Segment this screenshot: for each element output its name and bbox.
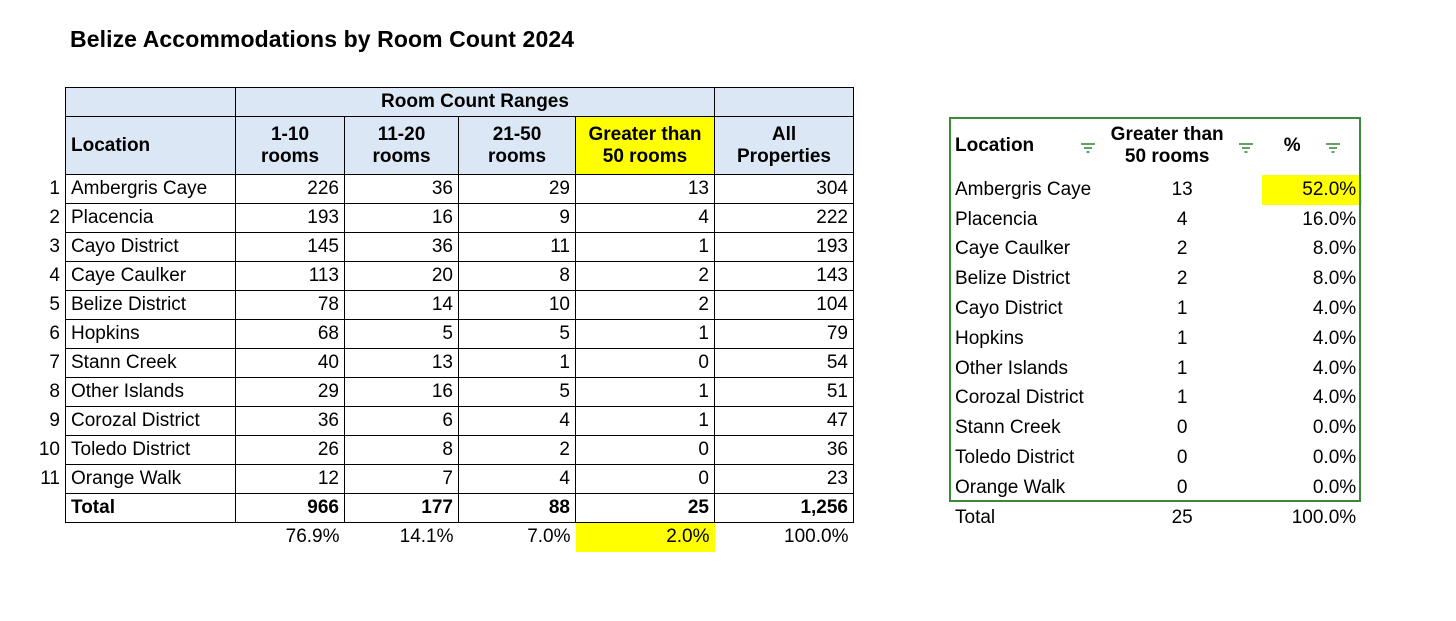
table-row (949, 235, 1362, 265)
table-row (949, 443, 1362, 473)
location (49, 320, 236, 349)
table-row (949, 175, 1362, 205)
table-row (949, 413, 1362, 443)
filter-total-label: Total (955, 506, 996, 528)
table-row (949, 205, 1362, 235)
table-row (66, 349, 854, 378)
cell-21-50: 4 (459, 407, 576, 436)
cell-11-20: 20 (345, 262, 459, 291)
table-row (66, 436, 854, 465)
filter-icon[interactable] (1325, 139, 1341, 153)
cell-1-10: 36 (236, 407, 345, 436)
header-blank (715, 88, 854, 117)
cell-gt50: 0 (576, 465, 715, 494)
location-label: Toledo District (71, 439, 191, 460)
cell-gt50: 0 (1176, 476, 1188, 498)
location: Stann Creek (955, 417, 1061, 439)
group-header: Room Count Ranges (236, 88, 715, 117)
total-row (66, 494, 854, 523)
percent-11-20: 14.1% (399, 526, 454, 548)
cell-gt50: 13 (576, 175, 715, 204)
cell-gt50: 4 (1176, 208, 1188, 230)
location-label: Other Islands (71, 381, 184, 402)
cell-gt50: 1 (1176, 357, 1188, 379)
location (38, 436, 236, 465)
cell-11-20: 14 (345, 291, 459, 320)
row-index: 7 (49, 352, 60, 373)
row-index: 1 (49, 178, 60, 199)
cell-pct: 4.0% (1312, 327, 1357, 349)
row-index: 6 (49, 323, 60, 344)
percent-blank (66, 523, 236, 552)
location-label: Corozal District (71, 410, 200, 431)
cell-pct: 4.0% (1312, 387, 1357, 409)
cell-11-20: 8 (345, 436, 459, 465)
cell-21-50: 10 (459, 291, 576, 320)
table-row (66, 407, 854, 436)
cell-pct: 0.0% (1312, 447, 1357, 469)
cell-all: 222 (715, 204, 854, 233)
cell-all: 304 (715, 175, 854, 204)
total-11-20: 177 (345, 494, 459, 523)
cell-1-10: 193 (236, 204, 345, 233)
cell-all: 47 (715, 407, 854, 436)
row-index: 8 (49, 381, 60, 402)
cell-gt50: 1 (576, 378, 715, 407)
header-blank (66, 88, 236, 117)
location (49, 349, 236, 378)
table-row (66, 233, 854, 262)
filter-header-location[interactable]: Location (949, 117, 1102, 175)
row-index: 10 (38, 439, 60, 460)
cell-gt50: 2 (576, 262, 715, 291)
location-label: Ambergris Caye (71, 178, 208, 199)
cell-gt50: 1 (1176, 298, 1188, 320)
table-row (66, 320, 854, 349)
percent-all: 100.0% (784, 526, 849, 548)
cell-pct: 0.0% (1312, 476, 1357, 498)
room-count-table (38, 87, 854, 552)
column-header-location: Location (66, 117, 236, 175)
cell-gt50: 1 (576, 320, 715, 349)
page-title: Belize Accommodations by Room Count 2024 (70, 26, 575, 52)
table-row (66, 204, 854, 233)
filtered-table (949, 117, 1362, 533)
cell-all: 79 (715, 320, 854, 349)
location: Orange Walk (955, 476, 1066, 498)
cell-gt50: 1 (1176, 387, 1188, 409)
cell-gt50: 2 (1176, 238, 1188, 260)
percent-gt50: 2.0% (576, 523, 715, 552)
location (49, 233, 236, 262)
row-index: 4 (49, 265, 60, 286)
location-label: Placencia (71, 207, 154, 228)
cell-all: 23 (715, 465, 854, 494)
cell-1-10: 12 (236, 465, 345, 494)
filter-total-gt50: 25 (1171, 506, 1193, 528)
row-index: 2 (49, 207, 60, 228)
filter-header-pct[interactable]: % (1262, 117, 1362, 175)
cell-pct: 52.0% (1262, 175, 1362, 205)
filter-icon[interactable] (1238, 139, 1254, 153)
percent-1-10: 76.9% (285, 526, 340, 548)
cell-gt50: 0 (1176, 447, 1188, 469)
table-row (66, 291, 854, 320)
location: Hopkins (955, 327, 1024, 349)
column-header-21-50: 21-50 rooms (459, 117, 576, 175)
location: Belize District (955, 268, 1071, 290)
cell-21-50: 5 (459, 378, 576, 407)
filter-total-row (949, 503, 1362, 533)
location: Cayo District (955, 298, 1063, 320)
cell-gt50: 13 (1171, 178, 1193, 200)
table-row (949, 354, 1362, 384)
location: Placencia (955, 208, 1038, 230)
cell-11-20: 16 (345, 378, 459, 407)
location (49, 175, 236, 204)
table-row (949, 264, 1362, 294)
cell-1-10: 226 (236, 175, 345, 204)
location (40, 465, 236, 494)
total-gt50: 25 (576, 494, 715, 523)
cell-all: 51 (715, 378, 854, 407)
location (49, 378, 236, 407)
table-row (949, 294, 1362, 324)
row-index: 3 (49, 236, 60, 257)
location-label: Hopkins (71, 323, 140, 344)
cell-pct: 8.0% (1312, 268, 1357, 290)
filter-header-gt50[interactable]: Greater than 50 rooms (1102, 117, 1262, 175)
cell-gt50: 1 (576, 407, 715, 436)
cell-pct: 4.0% (1312, 357, 1357, 379)
location-label: Orange Walk (71, 468, 182, 489)
column-header-1-10: 1-10 rooms (236, 117, 345, 175)
cell-pct: 8.0% (1312, 238, 1357, 260)
cell-1-10: 145 (236, 233, 345, 262)
cell-11-20: 36 (345, 175, 459, 204)
location (49, 262, 236, 291)
cell-gt50: 0 (1176, 417, 1188, 439)
cell-all: 54 (715, 349, 854, 378)
table-row (949, 473, 1362, 503)
cell-11-20: 7 (345, 465, 459, 494)
cell-pct: 4.0% (1312, 298, 1357, 320)
cell-21-50: 1 (459, 349, 576, 378)
total-1-10: 966 (236, 494, 345, 523)
column-header-gt50: Greater than 50 rooms (576, 117, 715, 175)
location (49, 204, 236, 233)
total-21-50: 88 (459, 494, 576, 523)
cell-21-50: 2 (459, 436, 576, 465)
location-label: Stann Creek (71, 352, 177, 373)
cell-11-20: 16 (345, 204, 459, 233)
cell-11-20: 36 (345, 233, 459, 262)
cell-pct: 16.0% (1302, 208, 1357, 230)
cell-21-50: 9 (459, 204, 576, 233)
cell-21-50: 8 (459, 262, 576, 291)
cell-11-20: 13 (345, 349, 459, 378)
percent-21-50: 7.0% (527, 526, 571, 548)
cell-21-50: 5 (459, 320, 576, 349)
table-row (66, 175, 854, 204)
percent-row (66, 523, 854, 552)
cell-all: 193 (715, 233, 854, 262)
filter-icon[interactable] (1080, 139, 1096, 153)
cell-1-10: 40 (236, 349, 345, 378)
column-header-11-20: 11-20 rooms (345, 117, 459, 175)
cell-gt50: 0 (576, 349, 715, 378)
cell-1-10: 68 (236, 320, 345, 349)
cell-pct: 0.0% (1312, 417, 1357, 439)
location (49, 291, 236, 320)
table-row (66, 465, 854, 494)
table-row (949, 324, 1362, 354)
cell-11-20: 6 (345, 407, 459, 436)
location: Caye Caulker (955, 238, 1071, 260)
cell-1-10: 29 (236, 378, 345, 407)
table-row (949, 384, 1362, 414)
row-index: 9 (49, 410, 60, 431)
table-row (66, 262, 854, 291)
cell-all: 36 (715, 436, 854, 465)
location: Toledo District (955, 447, 1075, 469)
cell-11-20: 5 (345, 320, 459, 349)
location-label: Belize District (71, 294, 187, 315)
location: Ambergris Caye (955, 178, 1092, 200)
cell-1-10: 78 (236, 291, 345, 320)
column-header-all: All Properties (715, 117, 854, 175)
cell-gt50: 1 (1176, 327, 1188, 349)
total-all: 1,256 (715, 494, 854, 523)
location: Other Islands (955, 357, 1068, 379)
filter-total-pct: 100.0% (1291, 506, 1357, 528)
table-row (66, 378, 854, 407)
total-label: Total (66, 494, 236, 523)
cell-1-10: 26 (236, 436, 345, 465)
location (49, 407, 236, 436)
cell-gt50: 0 (576, 436, 715, 465)
row-index: 5 (49, 294, 60, 315)
cell-gt50: 1 (576, 233, 715, 262)
cell-21-50: 4 (459, 465, 576, 494)
cell-1-10: 113 (236, 262, 345, 291)
row-index: 11 (40, 468, 60, 489)
cell-gt50: 2 (1176, 268, 1188, 290)
cell-21-50: 29 (459, 175, 576, 204)
location-label: Caye Caulker (71, 265, 187, 286)
location-label: Cayo District (71, 236, 179, 257)
cell-all: 104 (715, 291, 854, 320)
cell-gt50: 4 (576, 204, 715, 233)
cell-21-50: 11 (459, 233, 576, 262)
cell-gt50: 2 (576, 291, 715, 320)
location: Corozal District (955, 387, 1084, 409)
cell-all: 143 (715, 262, 854, 291)
